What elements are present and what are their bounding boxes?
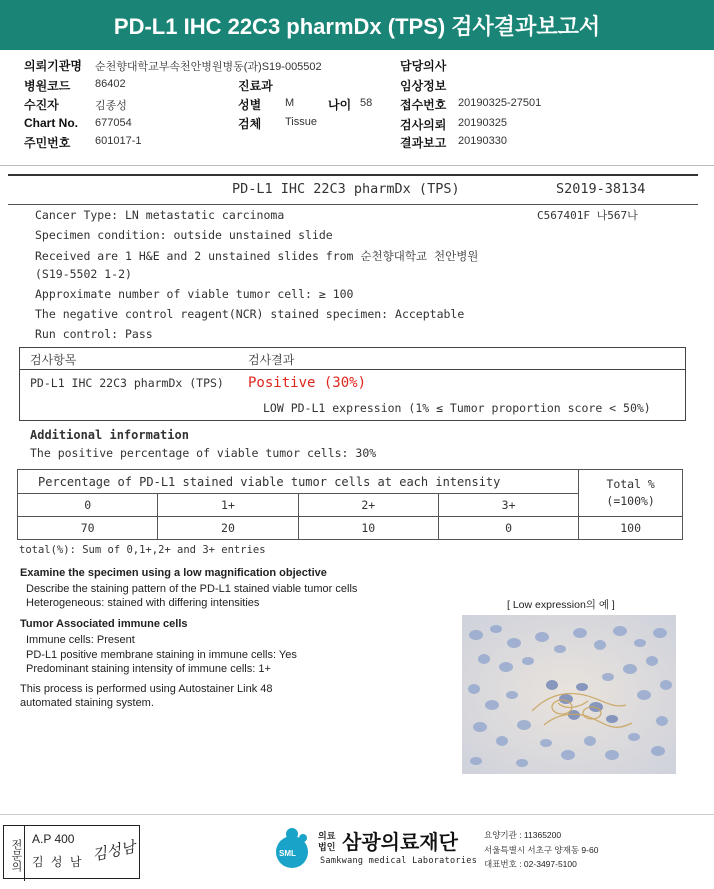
specimen-condition-line: Specimen condition: outside unstained slide	[35, 228, 333, 242]
report-id: S2019-38134	[556, 181, 646, 197]
ncr-line: The negative control reagent(NCR) stained specimen: Acceptable	[35, 307, 465, 321]
chart-label: Chart No.	[24, 116, 78, 130]
intensity-value-0: 70	[18, 517, 158, 540]
result-positive: Positive (30%)	[248, 375, 367, 391]
org-prefix-1: 의료	[318, 831, 336, 841]
intensity-table	[17, 469, 683, 540]
reception-label: 접수번호	[400, 98, 447, 112]
additional-heading: Additional information	[30, 428, 189, 442]
immune-line-2: PD-L1 positive membrane staining in immune cells: Yes	[26, 649, 297, 661]
specimen-label: 검체	[238, 117, 262, 131]
contact-line-1: 요양기관 : 11365200	[484, 830, 562, 840]
org-name: 삼광의료재단	[342, 832, 458, 854]
total-header-line1: Total %	[606, 477, 655, 491]
intensity-value-1: 20	[158, 517, 298, 540]
chart-value: 677054	[95, 117, 132, 129]
doctor-name: 김 성 남	[32, 855, 84, 869]
report-value: 20190330	[458, 135, 507, 147]
contact-line-3: 대표번호 : 02-3497-5100	[484, 859, 577, 869]
reception-value: 20190325-27501	[458, 97, 542, 109]
footer-divider	[0, 814, 714, 815]
age-value: 58	[360, 97, 373, 109]
slide-id-line: (S19-5502 1-2)	[35, 267, 132, 281]
image-caption: [ Low expression의 예 ]	[507, 599, 615, 611]
specimen-value: Tissue	[285, 116, 317, 128]
stamp-label: 전문의	[4, 826, 25, 881]
intensity-total-value: 100	[579, 517, 683, 540]
examine-line-2: Heterogeneous: stained with differing intensities	[26, 597, 260, 609]
report-top-rule	[8, 174, 698, 176]
examine-heading: Examine the specimen using a low magnification objective	[20, 567, 327, 579]
total-header	[579, 470, 683, 517]
total-header-line2: (=100%)	[606, 494, 655, 508]
patient-label: 수진자	[24, 98, 59, 112]
intensity-value-2: 10	[298, 517, 438, 540]
process-line-1: This process is performed using Autostainer Link 48	[20, 683, 273, 695]
intensity-value-3: 0	[438, 517, 578, 540]
request-value: 20190325	[458, 117, 507, 129]
received-line: Received are 1 H&E and 2 unstained slides from 순천향대학교 천안병원	[35, 249, 479, 263]
result-box-divider	[19, 369, 686, 370]
org-name-en: Samkwang medical Laboratories	[320, 856, 478, 866]
clinical-label: 임상정보	[400, 79, 447, 93]
department-label: 진료과	[238, 79, 273, 93]
result-col1-header: 검사항목	[30, 353, 77, 367]
run-control-line: Run control: Pass	[35, 327, 153, 341]
hospital-code-label: 병원코드	[24, 79, 71, 93]
table-footnote: total(%): Sum of 0,1+,2+ and 3+ entries	[19, 544, 266, 556]
logo-text: SML	[279, 849, 296, 858]
rrn-value: 601017-1	[95, 135, 142, 147]
intensity-column-2: 2+	[298, 494, 438, 517]
intensity-column-1: 1+	[158, 494, 298, 517]
immune-line-3: Predominant staining intensity of immune cells: 1+	[26, 663, 271, 675]
rrn-label: 주민번호	[24, 136, 71, 150]
request-label: 검사의뢰	[400, 118, 447, 132]
sex-value: M	[285, 97, 295, 109]
report-title: PD-L1 IHC 22C3 pharmDx (TPS) 검사결과보고서	[0, 0, 714, 50]
patient-value: 김종성	[95, 100, 127, 112]
report-subtitle-rule	[8, 204, 698, 205]
sex-label: 성별	[238, 98, 262, 112]
result-col2-header: 검사결과	[248, 353, 295, 367]
doctor-signature: 김성남	[90, 837, 137, 865]
contact-line-2: 서울특별시 서초구 양재동 9-60	[484, 845, 599, 855]
intensity-table-header: Percentage of PD-L1 stained viable tumor cells at each intensity	[18, 470, 579, 494]
result-item: PD-L1 IHC 22C3 pharmDx (TPS)	[30, 376, 224, 390]
result-expression: LOW PD-L1 expression (1% ≤ Tumor proportion score < 50%)	[263, 401, 651, 415]
org-prefix-2: 법인	[318, 842, 336, 852]
test-title: PD-L1 IHC 22C3 pharmDx (TPS)	[232, 181, 460, 197]
intensity-column-0: 0	[18, 494, 158, 517]
microscopy-image	[462, 615, 676, 774]
reference-code: C567401F 나567나	[537, 209, 638, 222]
immune-line-1: Immune cells: Present	[26, 634, 135, 646]
report-label: 결과보고	[400, 136, 447, 150]
process-line-2: automated staining system.	[20, 697, 154, 709]
cancer-type-line: Cancer Type: LN metastatic carcinoma	[35, 208, 285, 222]
institution-value: 순천향대학교부속천안병원병동(과)S19-005502	[95, 61, 322, 73]
doctor-code: A.P 400	[32, 832, 75, 846]
intensity-column-3: 3+	[438, 494, 578, 517]
hospital-code-value: 86402	[95, 78, 126, 90]
viable-tumor-line: Approximate number of viable tumor cell: ≥ 100	[35, 287, 354, 301]
doctor-label: 담당의사	[400, 59, 447, 73]
institution-label: 의뢰기관명	[24, 59, 82, 73]
header-divider	[0, 165, 714, 166]
examine-line-1: Describe the staining pattern of the PD-L1 stained viable tumor cells	[26, 583, 358, 595]
immune-heading: Tumor Associated immune cells	[20, 618, 188, 630]
additional-text: The positive percentage of viable tumor cells: 30%	[30, 446, 377, 460]
age-label: 나이	[328, 98, 352, 112]
